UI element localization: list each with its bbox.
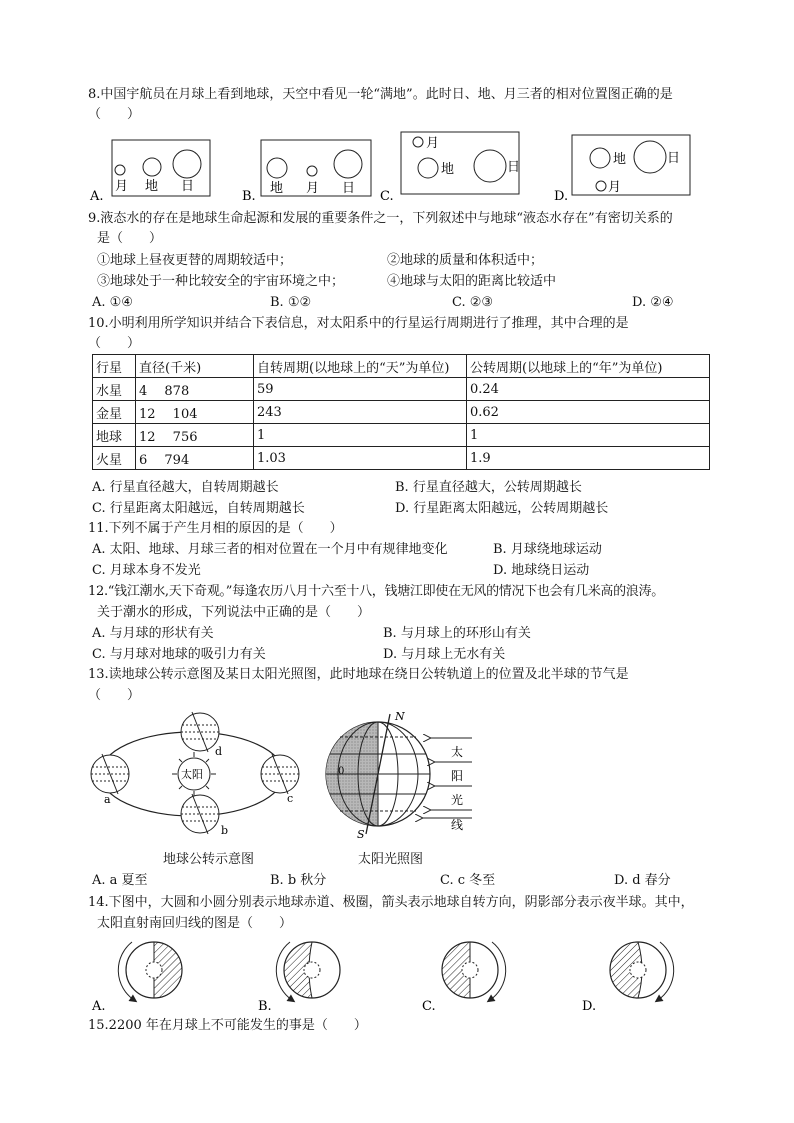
- q14-stem2: 太阳直射南回归线的图是（ ）: [97, 916, 293, 931]
- q15-stem: 15.2200 年在月球上不可能发生的事是（ ）: [88, 1018, 367, 1033]
- table-cell: 12 104: [136, 401, 254, 424]
- table-header-cell: 自转周期(以地球上的“天”为单位): [254, 355, 467, 378]
- table-cell: 6 794: [136, 447, 254, 470]
- q8-letter-d: D.: [554, 189, 569, 204]
- q14-diagram-b: [276, 942, 340, 1000]
- q9-stem2: 是（ ）: [97, 231, 163, 246]
- table-header-cell: 行星: [93, 355, 136, 378]
- caption-orbit: 地球公转示意图: [163, 852, 255, 867]
- q9-option-a: A. ①④: [92, 295, 133, 310]
- q13-option-a: A. a 夏至: [92, 873, 148, 888]
- q12-option-a: A. 与月球的形状有关: [92, 626, 214, 641]
- caption-sunlight: 太阳光照图: [358, 852, 424, 867]
- q9-option-c: C. ②③: [452, 295, 494, 310]
- q14-stem: 14.下图中，大圆和小圆分别表示地球赤道、极圈，箭头表示地球自转方向，阴影部分表示夜半球。其中，: [88, 895, 694, 910]
- q11-option-d: D. 地球绕日运动: [493, 563, 590, 578]
- q9-stem: 9.液态水的存在是地球生命起源和发展的重要条件之一，下列叙述中与地球“液态水存在”有密切关系的: [88, 211, 673, 226]
- table-cell: 0.24: [467, 378, 710, 401]
- q8-d-sun-label: 日: [667, 151, 681, 166]
- q10-option-d: D. 行星距离太阳越远，公转周期越长: [395, 501, 609, 516]
- q9-item-4: ④地球与太阳的距离比较适中: [387, 274, 557, 289]
- q11-stem: 11.下列不属于产生月相的原因的是（ ）: [88, 521, 343, 536]
- q8-b-sun-label: 日: [342, 181, 356, 196]
- table-header-cell: 直径(千米): [136, 355, 254, 378]
- q8-letter-c: C.: [380, 189, 394, 204]
- q8-stem: 8.中国宇航员在月球上看到地球，天空中看见一轮“满地”。此时日、地、月三者的相对位置图正确的是: [88, 87, 673, 102]
- table-cell: 火星: [93, 447, 136, 470]
- q8-d-earth-label: 地: [613, 152, 627, 167]
- q8-a-moon-label: 月: [115, 179, 129, 194]
- q8-diagrams: [86, 130, 726, 208]
- q13-paren: （ ）: [88, 688, 141, 703]
- q8-d-moon: [596, 181, 606, 191]
- q14-diagram-d: [610, 942, 674, 1000]
- table-cell: 1.03: [254, 447, 467, 470]
- q8-c-moon-label: 月: [426, 136, 440, 151]
- orbit-label-d: d: [215, 745, 223, 758]
- table-cell: 4 878: [136, 378, 254, 401]
- q8-d-sun: [634, 141, 666, 173]
- table-cell: 金星: [93, 401, 136, 424]
- q8-a-sun-label: 日: [181, 179, 195, 194]
- q14-diagram-a: [118, 942, 182, 1000]
- q8-c-earth-label: 地: [441, 162, 455, 177]
- q13-option-b: B. b 秋分: [270, 873, 327, 888]
- q12-stem: 12.“钱江潮水,天下奇观。”每逢农历八月十六至十八，钱塘江即使在无风的情况下也会有几米高的浪涛。: [88, 584, 664, 599]
- q13-diagrams: [84, 708, 484, 870]
- q8-b-moon-label: 月: [306, 181, 320, 196]
- q10-option-c: C. 行星距离太阳越远，自转周期越长: [92, 501, 305, 516]
- q8-a-earth-label: 地: [145, 179, 159, 194]
- q12-option-b: B. 与月球上的环形山有关: [383, 626, 531, 641]
- orbit-label-a: a: [104, 793, 111, 806]
- q8-d-earth: [590, 148, 610, 168]
- q14-letter-a: A.: [92, 999, 106, 1014]
- table-header-row: [93, 355, 710, 378]
- q8-a-earth: [143, 158, 161, 176]
- q8-letter-a: A.: [90, 189, 104, 204]
- q8-letter-b: B.: [242, 189, 256, 204]
- table-header-cell: 公转周期(以地球上的“年”为单位): [467, 355, 710, 378]
- q8-c-sun: [474, 150, 506, 182]
- earth-position-a: [91, 754, 129, 794]
- q8-c-earth: [418, 158, 438, 178]
- zero-label: 0: [338, 766, 345, 777]
- q8-b-earth-label: 地: [270, 181, 284, 196]
- q10-option-b: B. 行星直径越大，公转周期越长: [395, 480, 582, 495]
- q11-option-a: A. 太阳、地球、月球三者的相对位置在一个月中有规律地变化: [92, 542, 448, 557]
- q14-diagram-c: [442, 942, 506, 1000]
- q13-option-c: C. c 冬至: [440, 873, 496, 888]
- q8-c-moon: [413, 137, 423, 147]
- table-row: [93, 401, 710, 424]
- q8-c-sun-label: 日: [507, 160, 521, 175]
- table-cell: 12 756: [136, 424, 254, 447]
- table-cell: 0.62: [467, 401, 710, 424]
- q9-option-b: B. ①②: [270, 295, 312, 310]
- table-cell: 59: [254, 378, 467, 401]
- q8-d-moon-label: 月: [608, 180, 622, 195]
- orbit-diagram: [91, 712, 299, 837]
- planet-table: [92, 354, 710, 470]
- sunlight-char-4: 线: [451, 818, 464, 832]
- orbit-label-c: c: [287, 792, 294, 805]
- q13-stem: 13.读地球公转示意图及某日太阳光照图，此时地球在绕日公转轨道上的位置及北半球的节气是: [88, 667, 629, 682]
- q9-option-d: D. ②④: [632, 295, 674, 310]
- q14-letter-c: C.: [422, 999, 436, 1014]
- q14-diagrams: [86, 936, 706, 1016]
- table-cell: 1: [254, 424, 467, 447]
- sunlight-char-2: 阳: [451, 769, 464, 783]
- q13-option-d: D. d 春分: [614, 873, 671, 888]
- table-row: [93, 378, 710, 401]
- sun-label: 太阳: [181, 768, 203, 781]
- q8-a-moon: [115, 165, 125, 175]
- q8-paren: （ ）: [88, 107, 141, 122]
- q10-paren: （ ）: [88, 336, 141, 351]
- sunlight-char-3: 光: [451, 793, 464, 807]
- orbit-label-b: b: [221, 824, 229, 837]
- q8-a-sun: [173, 150, 201, 178]
- q8-b-sun: [334, 150, 362, 178]
- earth-position-c: [261, 754, 299, 794]
- q8-b-moon: [307, 166, 317, 176]
- q8-box-c: [401, 132, 519, 194]
- q10-option-a: A. 行星直径越大，自转周期越长: [92, 480, 279, 495]
- table-row: [93, 447, 710, 470]
- q10-stem: 10.小明利用所学知识并结合下表信息，对太阳系中的行星运行周期进行了推理，其中合理的是: [88, 316, 629, 331]
- table-cell: 243: [254, 401, 467, 424]
- earth-position-b: [181, 794, 219, 834]
- table-cell: 1: [467, 424, 710, 447]
- q11-option-c: C. 月球本身不发光: [92, 563, 201, 578]
- table-cell: 地球: [93, 424, 136, 447]
- q8-b-earth: [267, 158, 287, 178]
- south-label: S: [357, 828, 365, 841]
- q12-stem2: 关于潮水的形成，下列说法中正确的是（ ）: [97, 605, 371, 620]
- table-cell: 水星: [93, 378, 136, 401]
- table-row: [93, 424, 710, 447]
- north-label: N: [395, 710, 405, 723]
- q9-item-1: ①地球上昼夜更替的周期较适中；: [97, 253, 293, 268]
- sunlight-globe: [326, 710, 430, 841]
- q12-option-d: D. 与月球上无水有关: [383, 647, 506, 662]
- q9-item-2: ②地球的质量和体积适中；: [387, 253, 544, 268]
- sunlight-char-1: 太: [451, 745, 464, 759]
- q11-option-b: B. 月球绕地球运动: [493, 542, 602, 557]
- q12-option-c: C. 与月球对地球的吸引力有关: [92, 647, 266, 662]
- q14-letter-b: B.: [258, 999, 272, 1014]
- q9-item-3: ③地球处于一种比较安全的宇宙环境之中；: [97, 274, 345, 289]
- table-cell: 1.9: [467, 447, 710, 470]
- q14-letter-d: D.: [582, 999, 597, 1014]
- earth-position-d: [181, 712, 219, 752]
